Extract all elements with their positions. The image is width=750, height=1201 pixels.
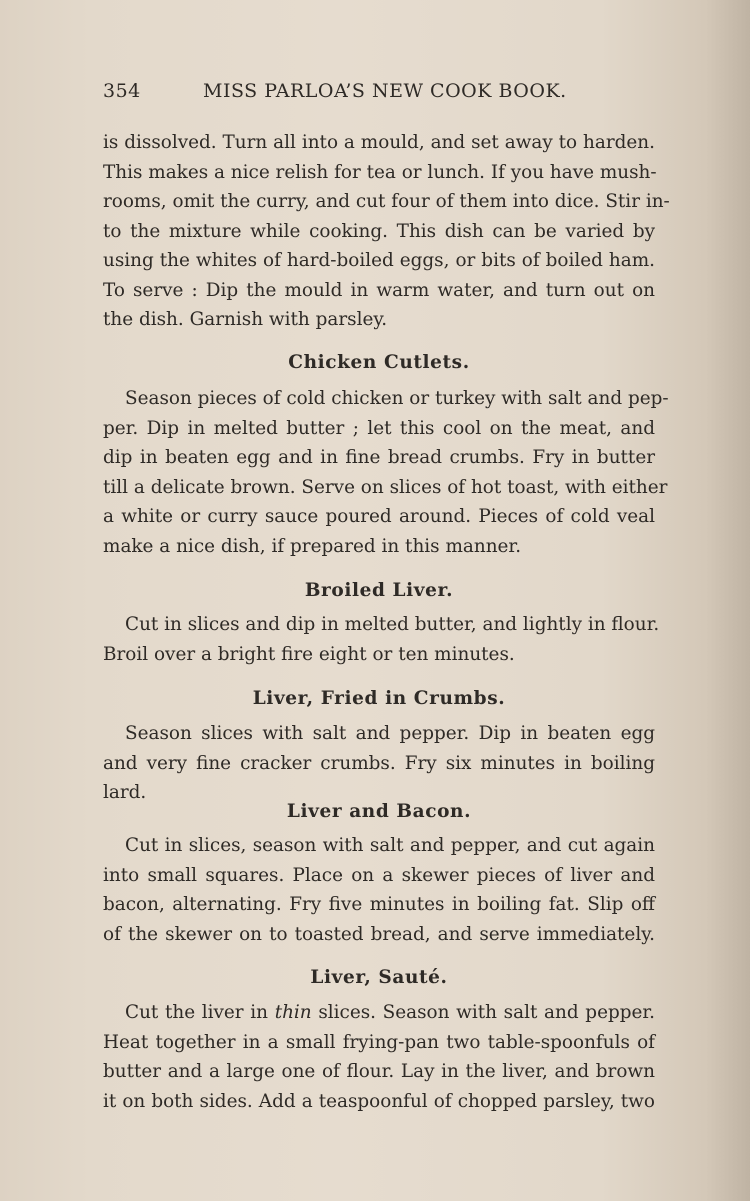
text-line: dip in beaten egg and in fine bread crumbs. Fry in butter [103, 447, 655, 468]
page-header [103, 80, 655, 106]
section-body-liver-saute [103, 998, 655, 1116]
text-line: bacon, alternating. Fry five minutes in boiling fat. Slip off [103, 894, 655, 915]
text-line: is dissolved. Turn all into a mould, and set away to harden. [103, 132, 655, 153]
text-line: Season slices with salt and pepper. Dip in beaten egg [125, 723, 655, 744]
section-heading-liver-and-bacon: Liver and Bacon. [286, 801, 472, 822]
text-line: it on both sides. Add a teaspoonful of chopped parsley, two [103, 1090, 655, 1112]
text-line: This makes a nice relish for tea or lunch. If you have mush- [103, 161, 657, 183]
text-line: lard. [103, 782, 147, 803]
text-line: using the whites of hard-boiled eggs, or bits of boiled ham. [103, 250, 655, 271]
text-fragment: slices. Season with salt and pepper. [311, 1002, 655, 1023]
section-body-liver-fried-in-crumbs [103, 719, 655, 808]
text-line: Broil over a bright fire eight or ten minutes. [103, 643, 515, 665]
text-line: Season pieces of cold chicken or turkey with salt and pep- [125, 388, 669, 409]
text-line: per. Dip in melted butter ; let this cool on the meat, and [103, 417, 655, 439]
running-title: MISS PARLOA’S NEW COOK BOOK. [203, 80, 567, 102]
text-line: Cut in slices and dip in melted butter, and lightly in flour. [125, 614, 660, 635]
section-heading-broiled-liver: Broiled Liver. [304, 580, 454, 601]
section-heading-chicken-cutlets: Chicken Cutlets. [288, 352, 470, 373]
emphasis-text: thin [274, 1002, 312, 1023]
text-line: Heat together in a small frying-pan two table-spoonfuls of [103, 1031, 655, 1053]
text-line: till a delicate brown. Serve on slices of hot toast, with either [103, 476, 668, 498]
text-fragment: Cut the liver in [125, 1002, 275, 1023]
text-line: of the skewer on to toasted bread, and serve immediately. [103, 923, 655, 945]
text-line: the dish. Garnish with parsley. [103, 309, 388, 330]
text-line: a white or curry sauce poured around. Pieces of cold veal [103, 506, 655, 527]
section-heading-liver-saute: Liver, Sauté. [310, 967, 448, 988]
text-line: make a nice dish, if prepared in this manner. [103, 535, 522, 557]
text-line: to the mixture while cooking. This dish can be varied by [103, 220, 655, 242]
text-line: into small squares. Place on a skewer pieces of liver and [103, 864, 655, 886]
text-line: rooms, omit the curry, and cut four of them into dice. Stir in- [103, 191, 670, 212]
section-body-chicken-cutlets [103, 384, 669, 561]
text-line: butter and a large one of flour. Lay in the liver, and brown [103, 1061, 655, 1082]
text-line: and very fine cracker crumbs. Fry six minutes in boiling [103, 752, 655, 774]
section-body-broiled-liver [103, 610, 660, 669]
intro-paragraph [103, 128, 670, 335]
page-number: 354 [103, 80, 141, 102]
text-line [103, 998, 655, 1028]
text-line: Cut in slices, season with salt and pepper, and cut again [125, 835, 655, 856]
section-body-liver-and-bacon [103, 831, 655, 949]
section-heading-liver-fried-in-crumbs: Liver, Fried in Crumbs. [252, 688, 506, 709]
text-line: To serve : Dip the mould in warm water, and turn out on [103, 279, 655, 301]
